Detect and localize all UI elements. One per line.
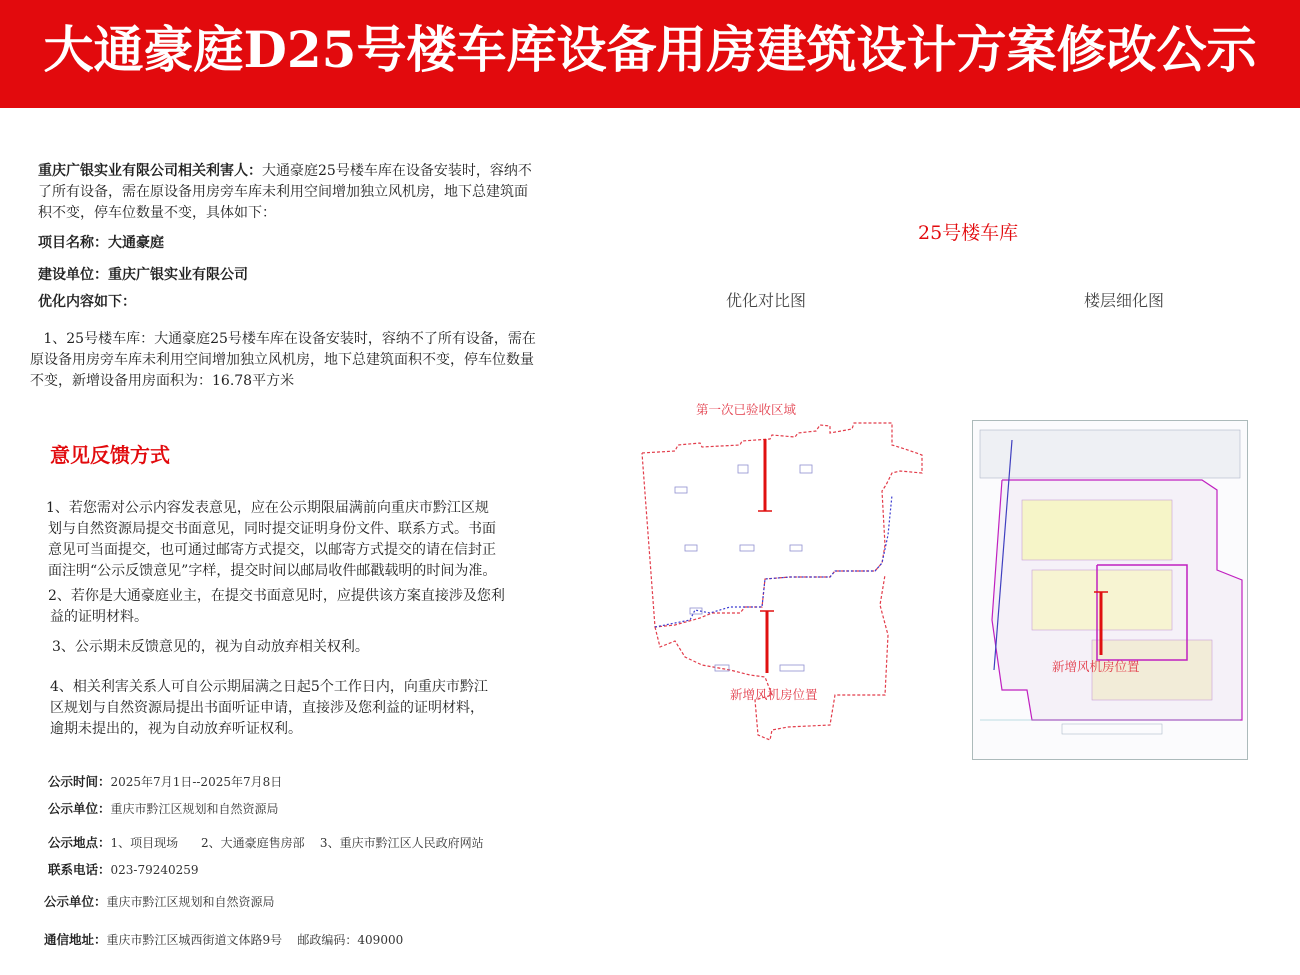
equipment-mark xyxy=(738,465,748,473)
intro-line-2: 了所有设备，需在原设备用房旁车库未利用空间增加独立风机房，地下总建筑面 xyxy=(38,184,528,200)
notice-unit-2-label: 公示单位： xyxy=(44,894,107,909)
builder-value: 重庆广银实业有限公司 xyxy=(108,267,248,283)
feedback-item-2-line: 益的证明材料。 xyxy=(50,609,148,625)
page-title: 大通豪庭D25号楼车库设备用房建筑设计方案修改公示 xyxy=(43,20,1257,79)
content-heading: 优化内容如下： xyxy=(38,294,136,310)
notice-time xyxy=(48,771,282,793)
notice-phone-value: 023-79240259 xyxy=(110,863,199,877)
project-value: 大通豪庭 xyxy=(108,235,164,251)
content-line-3: 不变，新增设备用房面积为：16.78平方米 xyxy=(30,373,295,389)
accepted-area-label: 第一次已验收区域 xyxy=(696,402,797,417)
feedback-item-4-line: 区规划与自然资源局提出书面听证申请，直接涉及您利益的证明材料， xyxy=(50,700,484,716)
builder-label: 建设单位： xyxy=(38,267,108,283)
notice-place-value: 1、项目现场 2、大通豪庭售房部 3、重庆市黔江区人民政府网站 xyxy=(110,836,484,850)
feedback-item-2 xyxy=(48,586,608,628)
notice-unit-2 xyxy=(44,891,275,913)
content-item xyxy=(30,329,630,392)
notice-phone-label: 联系电话： xyxy=(48,862,111,877)
intro-paragraph xyxy=(38,161,618,224)
equipment-mark xyxy=(685,545,697,551)
notice-address-value: 重庆市黔江区城西街道文体路9号 邮政编码：409000 xyxy=(106,933,404,947)
feedback-item-2-line: 2、若你是大通豪庭业主，在提交书面意见时，应提供该方案直接涉及您利 xyxy=(48,588,505,604)
builder xyxy=(38,265,248,286)
accepted-area-outline xyxy=(642,423,922,627)
equipment-mark xyxy=(780,665,804,671)
content-line-1: 1、25号楼车库：大通豪庭25号楼车库在设备安装时，容纳不了所有设备，需在 xyxy=(43,331,536,347)
intro-line-1: 大通豪庭25号楼车库在设备安装时，容纳不 xyxy=(262,163,532,179)
notice-unit-label: 公示单位： xyxy=(48,801,111,816)
feedback-item-1-line: 意见可当面提交，也可通过邮寄方式提交，以邮寄方式提交的请在信封正 xyxy=(48,542,496,558)
equipment-mark xyxy=(790,545,802,551)
new-fan-room-label-right: 新增风机房位置 xyxy=(1052,659,1140,674)
feedback-title: 意见反馈方式 xyxy=(50,443,170,467)
content-line-2: 原设备用房旁车库未利用空间增加独立风机房，地下总建筑面积不变，停车位数量 xyxy=(30,352,534,368)
feedback-item-1-line: 1、若您需对公示内容发表意见，应在公示期限届满前向重庆市黔江区规 xyxy=(46,500,489,516)
notice-place xyxy=(48,832,484,854)
notice-place-label: 公示地点： xyxy=(48,835,111,850)
right-caption: 楼层细化图 xyxy=(1084,291,1165,310)
notice-phone xyxy=(48,859,199,881)
feedback-item-4 xyxy=(50,677,610,740)
drawing-title: 25号楼车库 xyxy=(918,222,1019,244)
parking-zone xyxy=(1022,500,1172,560)
addressee: 重庆广银实业有限公司相关利害人： xyxy=(38,163,262,179)
feedback-item-1-line: 划与自然资源局提交书面意见，同时提交证明身份文件、联系方式。书面 xyxy=(48,521,496,537)
boundary-blue-line xyxy=(655,495,892,627)
feedback-item-1-line: 面注明“公示反馈意见”字样，提交时间以邮局收件邮戳载明的时间为准。 xyxy=(48,563,497,579)
title-banner xyxy=(0,0,1300,108)
notice-address-label: 通信地址： xyxy=(44,932,107,947)
new-area-outline xyxy=(655,575,888,740)
feedback-item-4-line: 4、相关利害关系人可自公示期届满之日起5个工作日内，向重庆市黔江 xyxy=(50,679,488,695)
project-name xyxy=(38,233,164,254)
project-label: 项目名称： xyxy=(38,235,108,251)
notice-time-label: 公示时间： xyxy=(48,774,111,789)
notice-unit xyxy=(48,798,279,820)
notice-time-value: 2025年7月1日--2025年7月8日 xyxy=(110,775,283,789)
equipment-mark xyxy=(715,665,729,671)
intro-line-3: 积不变，停车位数量不变，具体如下： xyxy=(38,205,276,221)
feedback-item-4-line: 逾期未提出的，视为自动放弃听证权利。 xyxy=(50,721,302,737)
left-caption: 优化对比图 xyxy=(726,291,807,310)
feedback-item-1 xyxy=(46,498,606,582)
notice-unit-value: 重庆市黔江区规划和自然资源局 xyxy=(110,802,279,816)
new-fan-room-label-left: 新增风机房位置 xyxy=(730,687,818,702)
feedback-item-3: 3、公示期未反馈意见的，视为自动放弃相关权利。 xyxy=(52,639,369,655)
site-block xyxy=(980,430,1240,478)
equipment-mark xyxy=(740,545,754,551)
detailed-floor-plan-drawing xyxy=(972,420,1248,760)
notice-address xyxy=(44,929,403,951)
equipment-mark xyxy=(800,465,812,473)
notice-unit-2-value: 重庆市黔江区规划和自然资源局 xyxy=(106,895,275,909)
equipment-mark xyxy=(675,487,687,493)
